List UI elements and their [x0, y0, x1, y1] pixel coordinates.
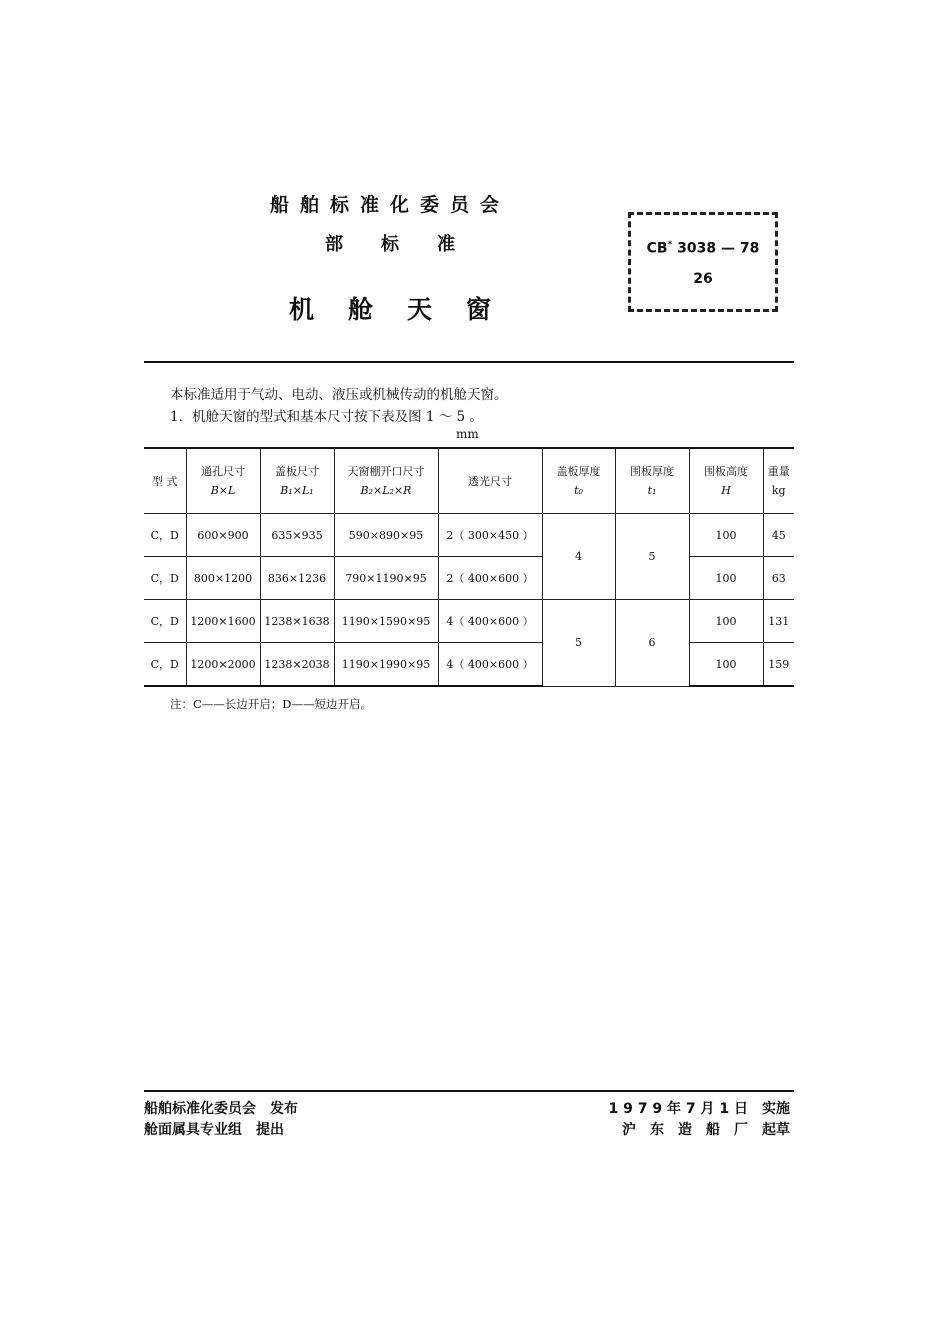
- header-light-size: 透光尺寸: [438, 448, 542, 514]
- cell-height: 100: [689, 600, 763, 643]
- cell-hole: 1200×1600: [186, 600, 260, 643]
- cell-cover: 1238×1638: [260, 600, 334, 643]
- cell-weight: 131: [763, 600, 794, 643]
- clause-1: 1．机舱天窗的型式和基本尺寸按下表及图 1 ～ 5 。: [170, 409, 483, 425]
- table-header-row: [144, 448, 794, 514]
- cell-type: C，D: [144, 643, 186, 687]
- proposer-line: 舱面属具专业组 提出: [144, 1122, 284, 1138]
- header-opening-size: 天窗棚开口尺寸 B₂×L₂×R: [334, 448, 438, 514]
- drafter-line: 沪 东 造 船 厂 起草: [622, 1122, 790, 1138]
- cell-hole: 600×900: [186, 514, 260, 557]
- cell-type: C，D: [144, 557, 186, 600]
- standard-number-box: [628, 212, 778, 312]
- cell-weight: 159: [763, 643, 794, 687]
- cell-light: 4（ 400×600 ）: [438, 600, 542, 643]
- dimension-table: [144, 447, 794, 687]
- header-hole-size: 通孔尺寸 B×L: [186, 448, 260, 514]
- cell-height: 100: [689, 643, 763, 687]
- cell-opening: 1190×1990×95: [334, 643, 438, 687]
- standard-code-prefix: CB: [646, 240, 668, 257]
- standard-sequence-number: 26: [693, 271, 713, 287]
- cell-cover: 836×1236: [260, 557, 334, 600]
- table-row: [144, 600, 794, 643]
- table-row: [144, 643, 794, 687]
- cell-hole: 1200×2000: [186, 643, 260, 687]
- issuer-line: 船舶标准化委员会 发布: [144, 1101, 298, 1117]
- table-row: [144, 557, 794, 600]
- table-row: [144, 514, 794, 557]
- cell-opening: 1190×1590×95: [334, 600, 438, 643]
- cell-light: 2（ 300×450 ）: [438, 514, 542, 557]
- header-coaming-height: 围板高度 H: [689, 448, 763, 514]
- effective-date-line: 1 9 7 9 年 7 月 1 日 实施: [608, 1101, 790, 1117]
- cell-cover: 1238×2038: [260, 643, 334, 687]
- cell-light: 4（ 400×600 ）: [438, 643, 542, 687]
- header-coaming-thickness: 围板厚度 t₁: [615, 448, 689, 514]
- unit-label: mm: [456, 427, 479, 441]
- header-type: 型 式: [144, 448, 186, 514]
- cell-opening: 790×1190×95: [334, 557, 438, 600]
- cell-coaming-thickness: 5: [615, 514, 689, 600]
- cell-type: C，D: [144, 600, 186, 643]
- cell-height: 100: [689, 557, 763, 600]
- table-note: 注：C——长边开启；D——短边开启。: [170, 697, 373, 711]
- header-cover-size: 盖板尺寸 B₁×L₁: [260, 448, 334, 514]
- cell-coaming-thickness: 6: [615, 600, 689, 687]
- cell-cover-thickness: 4: [542, 514, 615, 600]
- cell-hole: 800×1200: [186, 557, 260, 600]
- cell-cover-thickness: 5: [542, 600, 615, 687]
- cell-weight: 45: [763, 514, 794, 557]
- document-title: 机舱天窗: [288, 295, 525, 324]
- header-divider: [144, 361, 794, 363]
- standard-code-number: 3038 — 78: [672, 240, 760, 257]
- footer-divider: [144, 1090, 794, 1092]
- cell-opening: 590×890×95: [334, 514, 438, 557]
- cell-cover: 635×935: [260, 514, 334, 557]
- issuing-organization: 船舶标准化委员会: [269, 194, 510, 216]
- standard-category: 部标准: [325, 234, 493, 255]
- header-cover-thickness: 盖板厚度 t₀: [542, 448, 615, 514]
- cell-weight: 63: [763, 557, 794, 600]
- standard-code-mark: *: [667, 240, 673, 250]
- standard-code: [628, 240, 778, 257]
- cell-type: C，D: [144, 514, 186, 557]
- scope-paragraph: 本标准适用于气动、电动、液压或机械传动的机舱天窗。: [170, 387, 508, 403]
- cell-height: 100: [689, 514, 763, 557]
- header-weight: 重量 kg: [763, 448, 794, 514]
- cell-light: 2（ 400×600 ）: [438, 557, 542, 600]
